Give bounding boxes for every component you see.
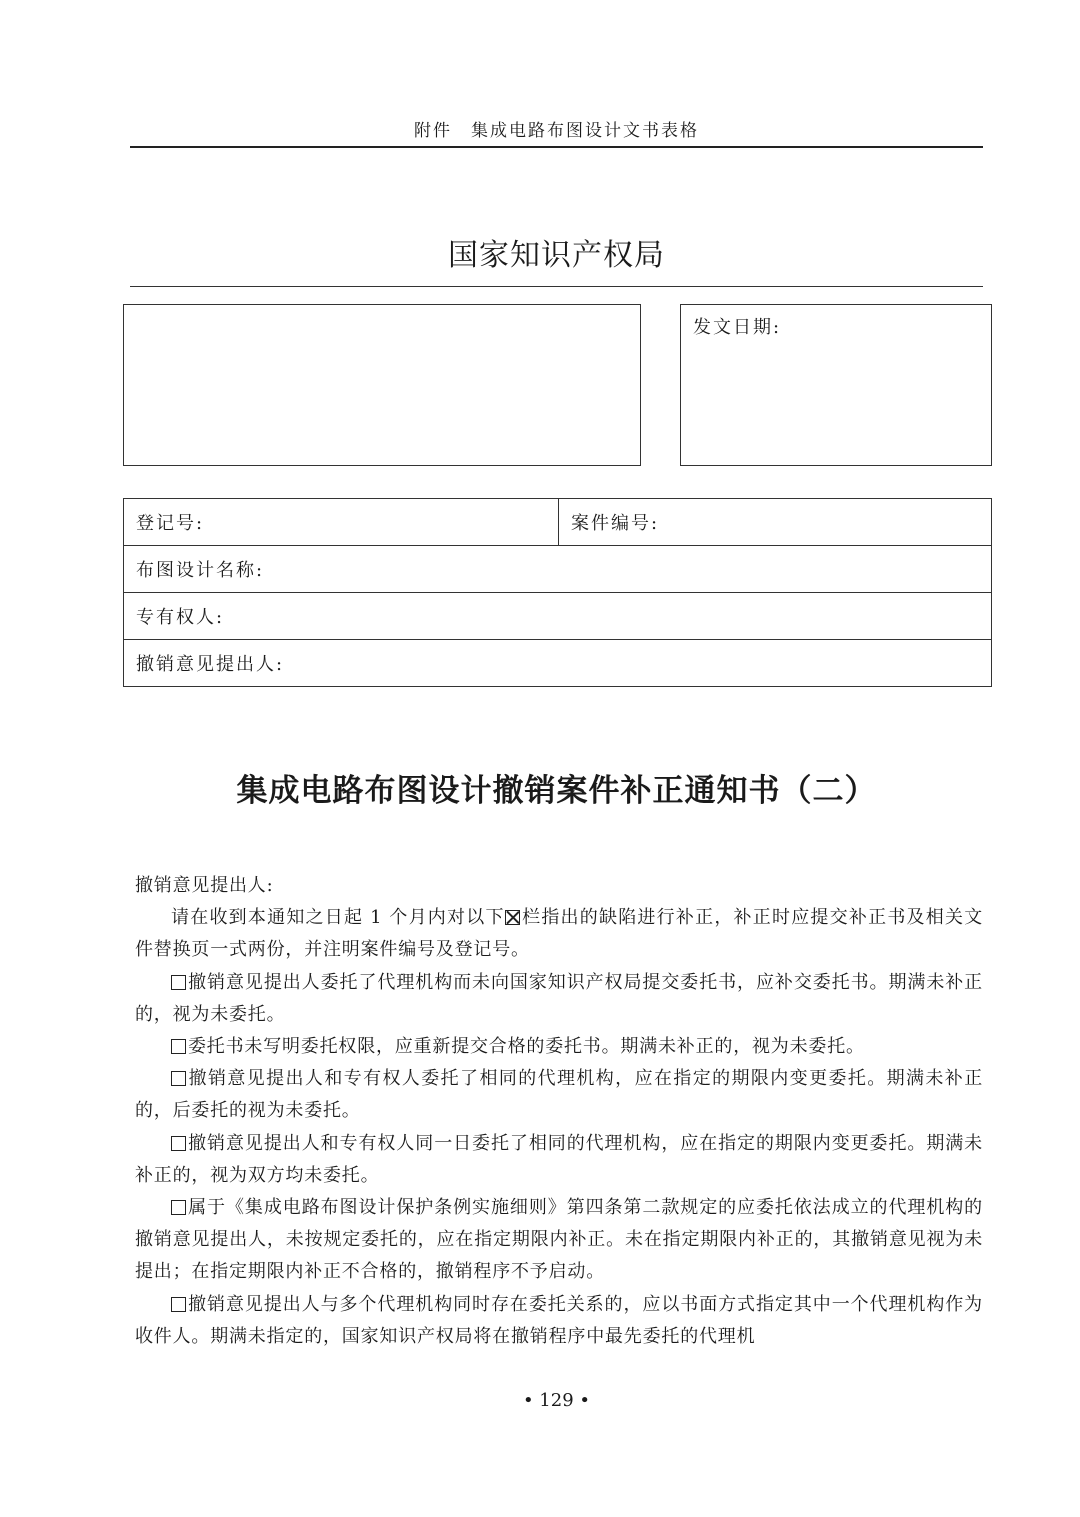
registration-no-cell: 登记号:	[124, 499, 559, 546]
design-name-cell: 布图设计名称:	[124, 546, 992, 593]
page-number: • 129 •	[522, 1390, 591, 1411]
list-item	[135, 967, 983, 1031]
checked-box-icon	[505, 910, 520, 925]
salutation: 撤销意见提出人:	[135, 875, 274, 896]
right-holder-cell: 专有权人:	[124, 593, 992, 640]
item-text: 撤销意见提出人和专有权人委托了相同的代理机构，应在指定的期限内变更委托。期满未补正的，后委托的视为未委托。	[135, 1068, 983, 1122]
office-rule	[130, 286, 983, 287]
table-row	[124, 546, 992, 593]
table-row	[124, 640, 992, 687]
intro-text-after: 栏指出的缺陷进行补正，补正时应提交补正书及相关文件替换页一式两份，并注明案件编号及登记号。	[135, 907, 984, 961]
checkbox-icon[interactable]	[171, 1200, 186, 1215]
list-item	[135, 1192, 983, 1289]
list-item	[135, 1063, 983, 1127]
revocation-requester-cell: 撤销意见提出人:	[124, 640, 992, 687]
case-info-table	[123, 498, 992, 687]
item-text: 撤销意见提出人和专有权人同一日委托了相同的代理机构，应在指定的期限内变更委托。期满未补正的，视为双方均未委托。	[135, 1132, 983, 1186]
header-rule	[130, 146, 983, 148]
office-title: 国家知识产权局	[448, 238, 665, 273]
notice-body	[135, 870, 983, 1353]
table-row	[124, 499, 992, 546]
list-item	[135, 1128, 983, 1192]
checkbox-icon[interactable]	[171, 1297, 186, 1312]
checkbox-icon[interactable]	[171, 975, 186, 990]
intro-text-before: 请在收到本通知之日起 1 个月内对以下	[171, 907, 505, 929]
issue-date-box	[680, 304, 992, 466]
case-no-cell: 案件编号:	[559, 499, 992, 546]
list-item	[135, 1031, 983, 1063]
table-row	[124, 593, 992, 640]
item-text: 属于《集成电路布图设计保护条例实施细则》第四条第二款规定的应委托依法成立的代理机构的撤销意见提出人，未按规定委托的，应在指定期限内补正。未在指定期限内补正的，其撤销意见视为未提出；在指定期限内补正不合格的，撤销程序不予启动。	[135, 1197, 983, 1283]
item-text: 撤销意见提出人委托了代理机构而未向国家知识产权局提交委托书，应补交委托书。期满未补正的，视为未委托。	[135, 971, 983, 1025]
list-item	[135, 1289, 983, 1353]
item-text: 委托书未写明委托权限，应重新提交合格的委托书。期满未补正的，视为未委托。	[188, 1036, 865, 1058]
checkbox-icon[interactable]	[171, 1039, 186, 1054]
checkbox-icon[interactable]	[171, 1071, 186, 1086]
intro-paragraph	[135, 902, 983, 966]
running-header: 附件 集成电路布图设计文书表格	[414, 121, 699, 141]
issue-date-label: 发文日期:	[693, 317, 782, 338]
item-text: 撤销意见提出人与多个代理机构同时存在委托关系的，应以书面方式指定其中一个代理机构作为收件人。期满未指定的，国家知识产权局将在撤销程序中最先委托的代理机	[135, 1293, 983, 1347]
address-box	[123, 304, 641, 466]
document-title: 集成电路布图设计撤销案件补正通知书（二）	[236, 773, 877, 809]
checkbox-icon[interactable]	[171, 1136, 186, 1151]
